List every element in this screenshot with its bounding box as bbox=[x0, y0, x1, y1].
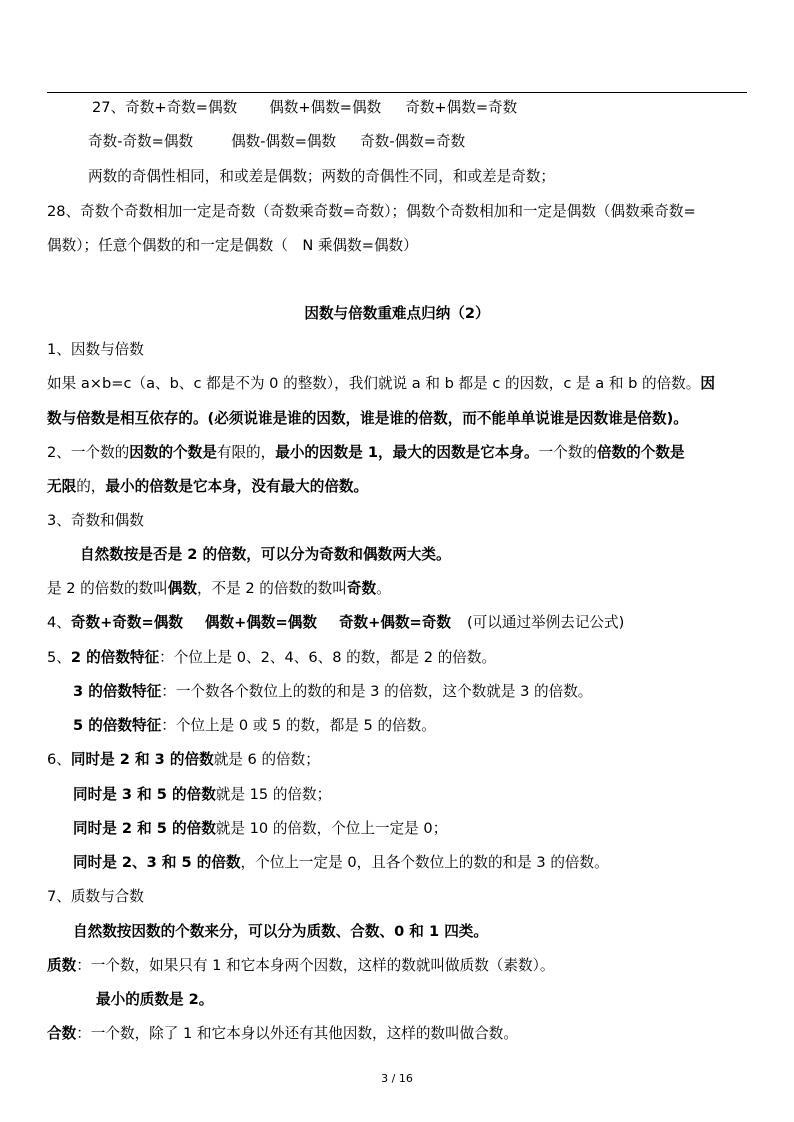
sub-odd-odd: 奇数-奇数=偶数 bbox=[88, 133, 194, 150]
s7-smallest-prime: 最小的质数是 2。 bbox=[96, 991, 214, 1008]
s5-text-5: ：个位上是 0 或 5 的数，都是 5 的倍数。 bbox=[161, 717, 436, 734]
s7-prime-term: 质数 bbox=[47, 957, 77, 974]
s3-heading: 3、奇数和偶数 bbox=[47, 512, 144, 529]
s7-composite-term: 合数 bbox=[47, 1025, 77, 1042]
s5-line-2 bbox=[73, 682, 592, 702]
s5-number: 5、 bbox=[47, 649, 71, 666]
s6-number: 6、 bbox=[47, 751, 71, 768]
s5-line-3 bbox=[73, 716, 436, 736]
s6-bold-4: 同时是 2、3 和 5 的倍数 bbox=[73, 854, 241, 871]
s5-feature-5: 5 的倍数特征 bbox=[73, 717, 162, 734]
rule-27-odd-even: 奇数+偶数=奇数 bbox=[405, 99, 518, 116]
rule-27-line bbox=[92, 98, 517, 118]
s6-text-3: 就是 10 的倍数，个位上一定是 0； bbox=[215, 820, 448, 837]
s1-heading: 1、因数与倍数 bbox=[47, 341, 144, 358]
s7-prime-def: ：一个数，如果只有 1 和它本身两个因数，这样的数就叫做质数（素数）。 bbox=[76, 957, 555, 974]
s5-feature-3: 3 的倍数特征 bbox=[73, 683, 162, 700]
rule-27-odd-odd: 27、奇数+奇数=偶数 bbox=[92, 99, 238, 116]
section-title: 因数与倍数重难点归纳（2） bbox=[304, 305, 490, 322]
s7-composite-line bbox=[47, 1024, 518, 1044]
rule-28-line-1: 28、奇数个奇数相加一定是奇数（奇数乘奇数=奇数）；偶数个奇数相加和一定是偶数（偶数乘奇数= bbox=[47, 203, 696, 220]
s3-text-1: 是 2 的倍数的数叫 bbox=[47, 580, 168, 597]
s4-rule-2: 偶数+偶数=偶数 bbox=[204, 614, 317, 631]
s7-bold-line: 自然数按因数的个数来分，可以分为质数、合数、0 和 1 四类。 bbox=[73, 923, 488, 940]
s4-rule-3: 奇数+偶数=奇数 bbox=[338, 614, 451, 631]
s6-line-2 bbox=[73, 785, 331, 805]
s5-text-3: ：一个数各个数位上的数的和是 3 的倍数，这个数就是 3 的倍数。 bbox=[161, 683, 593, 700]
s1-line-2: 数与倍数是相互依存的。(必须说谁是谁的因数，谁是谁的倍数，而不能单单说谁是因数谁是倍数)。 bbox=[47, 410, 688, 427]
s5-line-1 bbox=[47, 648, 496, 668]
header-rule bbox=[47, 92, 747, 93]
s6-line-1 bbox=[47, 750, 320, 770]
s2-line-2 bbox=[47, 477, 368, 497]
page-number: 3 / 16 bbox=[381, 1072, 413, 1085]
s4-number: 4、 bbox=[47, 614, 71, 631]
s3-line bbox=[47, 579, 391, 599]
s2-bold-2: 最小的因数是 1，最大的因数是它本身。 bbox=[275, 444, 539, 461]
s6-bold-2: 同时是 3 和 5 的倍数 bbox=[73, 786, 216, 803]
s5-feature-2: 2 的倍数特征 bbox=[70, 649, 160, 666]
s3-odd-term: 奇数 bbox=[346, 580, 377, 597]
s6-bold-1: 同时是 2 和 3 的倍数 bbox=[70, 751, 214, 768]
s2-line-1 bbox=[47, 443, 685, 463]
s2-text-1: 2、一个数的 bbox=[47, 444, 130, 461]
s3-text-2: ，不是 2 的倍数的数叫 bbox=[196, 580, 347, 597]
parity-line: 两数的奇偶性相同，和或差是偶数；两数的奇偶性不同，和或差是奇数； bbox=[88, 168, 556, 185]
sub-even-even: 偶数-偶数=偶数 bbox=[231, 133, 337, 150]
sub-odd-even: 奇数-偶数=奇数 bbox=[360, 133, 466, 150]
s3-text-3: 。 bbox=[376, 580, 391, 597]
s6-line-3 bbox=[73, 819, 447, 839]
s3-bold-line: 自然数按是否是 2 的倍数，可以分为奇数和偶数两大类。 bbox=[80, 546, 451, 563]
s4-rule-1: 奇数+奇数=偶数 bbox=[70, 614, 183, 631]
s3-even-term: 偶数 bbox=[167, 580, 197, 597]
rule-28-line-2: 偶数）；任意个偶数的和一定是偶数（ N 乘偶数=偶数） bbox=[47, 237, 418, 254]
rule-27-even-even: 偶数+偶数=偶数 bbox=[269, 99, 382, 116]
s4-line bbox=[47, 613, 624, 633]
s2-text-4: 的， bbox=[76, 478, 106, 495]
s5-text-2: ：个位上是 0、2、4、6、8 的数，都是 2 的倍数。 bbox=[159, 649, 497, 666]
s7-composite-def: ：一个数，除了 1 和它本身以外还有其他因数，这样的数叫做合数。 bbox=[76, 1025, 518, 1042]
s2-bold-4: 无限 bbox=[47, 478, 77, 495]
s2-bold-5: 最小的倍数是它本身，没有最大的倍数。 bbox=[105, 478, 369, 495]
s2-text-3: 一个数的 bbox=[538, 444, 597, 461]
s7-prime-line bbox=[47, 956, 554, 976]
subtraction-line bbox=[88, 132, 465, 152]
s2-text-2: 有限的， bbox=[216, 444, 276, 461]
s1-line-1 bbox=[47, 374, 715, 394]
s4-note: (可以通过举例去记公式) bbox=[466, 614, 625, 631]
s6-line-4 bbox=[73, 853, 609, 873]
s6-text-1: 就是 6 的倍数； bbox=[213, 751, 320, 768]
s1-bold-start: 因 bbox=[700, 375, 715, 392]
s6-bold-3: 同时是 2 和 5 的倍数 bbox=[73, 820, 216, 837]
s2-bold-1: 因数的个数是 bbox=[129, 444, 217, 461]
s1-definition: 如果 a×b=c（a、b、c 都是不为 0 的整数），我们就说 a 和 b 都是 c 的因数，c 是 a 和 b 的倍数。 bbox=[47, 375, 701, 392]
s6-text-2: 就是 15 的倍数； bbox=[215, 786, 332, 803]
s2-bold-3: 倍数的个数是 bbox=[596, 444, 685, 461]
s6-text-4: ，个位上一定是 0，且各个数位上的数的和是 3 的倍数。 bbox=[240, 854, 609, 871]
s7-heading: 7、质数与合数 bbox=[47, 888, 144, 905]
